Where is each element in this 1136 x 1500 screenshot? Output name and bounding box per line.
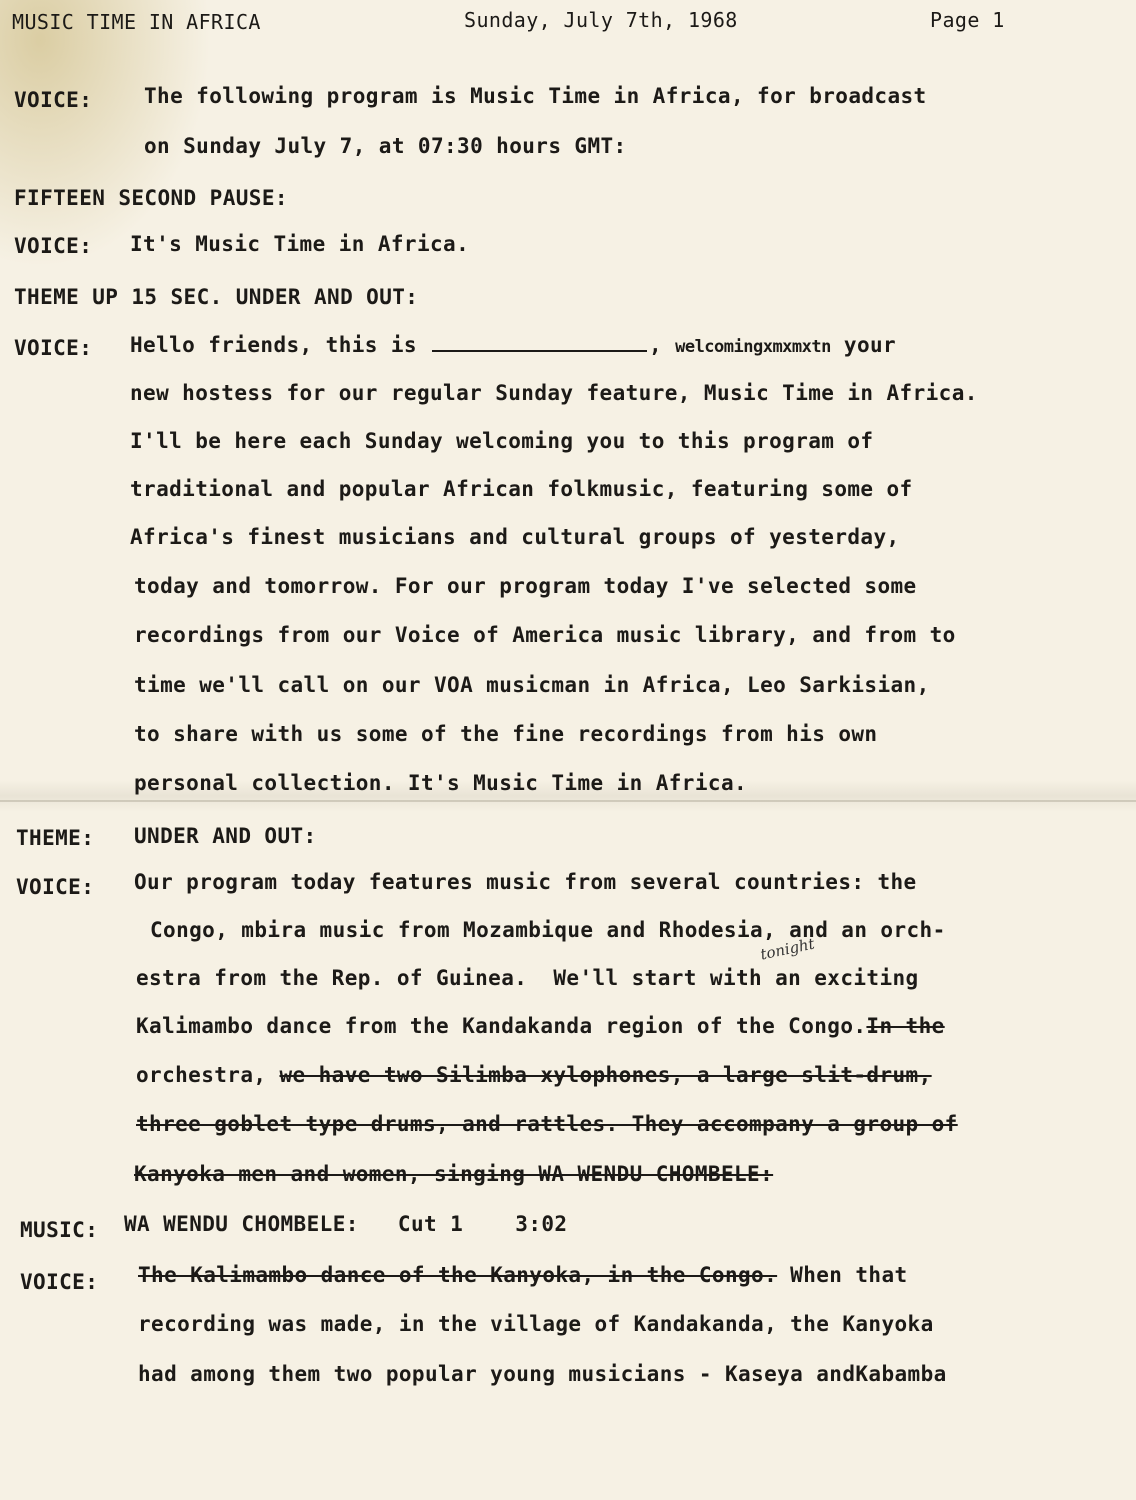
after-text: When that — [790, 1263, 908, 1287]
hello-line: today and tomorrow. For our program today I've selected some — [134, 574, 917, 598]
voice-label: VOICE: — [16, 875, 95, 899]
voice-label: VOICE: — [20, 1270, 99, 1294]
hello-line: new hostess for our regular Sunday feature, Music Time in Africa. — [130, 381, 978, 405]
theme-label: THEME: — [16, 826, 95, 850]
handwritten-insert: tonight — [758, 934, 817, 964]
program-line — [136, 1063, 932, 1087]
program-line — [136, 1014, 945, 1038]
broadcast-date: Sunday, July 7th, 1968 — [464, 8, 738, 32]
hello-text: your — [843, 333, 897, 357]
voice-label: VOICE: — [14, 88, 93, 112]
announce-line: The following program is Music Time in Africa, for broadcast — [144, 84, 927, 108]
hello-text: Hello friends, this is — [130, 333, 417, 357]
program-line: estra from the Rep. of Guinea. We'll start with an exciting — [136, 966, 919, 990]
typed-over-text: welcomingxmxmxtn — [675, 337, 831, 357]
program-line: Congo, mbira music from Mozambique and Rhodesia, and an orch- — [150, 918, 946, 942]
page-number: Page 1 — [930, 8, 1005, 32]
program-text: Kalimambo dance from the Kandakanda region of the Congo. — [136, 1014, 867, 1038]
struck-text: The Kalimambo dance of the Kanyoka, in the Congo. — [138, 1263, 778, 1287]
hello-line: to share with us some of the fine recordings from his own — [134, 722, 878, 746]
program-title: MUSIC TIME IN AFRICA — [12, 10, 261, 34]
after-line: had among them two popular young musicians - Kaseya andKabamba — [138, 1362, 947, 1386]
hello-line: recordings from our Voice of America music library, and from to — [134, 623, 956, 647]
struck-line: Kanyoka men and women, singing WA WENDU CHOMBELE: — [134, 1162, 774, 1186]
hello-line-1: Hello friends, this is , welcomingxmxmxtn your — [130, 333, 897, 357]
theme-up-cue: THEME UP 15 SEC. UNDER AND OUT: — [14, 285, 419, 309]
after-line — [138, 1263, 908, 1287]
program-line: Our program today features music from several countries: the — [134, 870, 917, 894]
after-line: recording was made, in the village of Kandakanda, the Kanyoka — [138, 1312, 934, 1336]
hello-line: time we'll call on our VOA musicman in Africa, Leo Sarkisian, — [134, 673, 930, 697]
intro-line: It's Music Time in Africa. — [130, 232, 470, 256]
music-label: MUSIC: — [20, 1218, 99, 1242]
hello-line: personal collection. It's Music Time in Africa. — [134, 771, 748, 795]
struck-text: In the — [866, 1014, 945, 1038]
hello-line: I'll be here each Sunday welcoming you to this program of — [130, 429, 874, 453]
music-cue: WA WENDU CHOMBELE: Cut 1 3:02 — [124, 1212, 568, 1236]
name-blank — [432, 332, 647, 352]
hello-line: Africa's finest musicians and cultural groups of yesterday, — [130, 525, 900, 549]
voice-label: VOICE: — [14, 234, 93, 258]
hello-line: traditional and popular African folkmusic, featuring some of — [130, 477, 913, 501]
program-text: orchestra, — [136, 1063, 267, 1087]
struck-line: three goblet type drums, and rattles. They accompany a group of — [136, 1112, 958, 1136]
paper-fold — [0, 800, 1136, 802]
fifteen-second-pause: FIFTEEN SECOND PAUSE: — [14, 186, 288, 210]
announce-line: on Sunday July 7, at 07:30 hours GMT: — [144, 134, 627, 158]
struck-text: we have two Silimba xylophones, a large slit-drum, — [279, 1063, 932, 1087]
voice-label: VOICE: — [14, 336, 93, 360]
theme-cue: UNDER AND OUT: — [134, 824, 317, 848]
